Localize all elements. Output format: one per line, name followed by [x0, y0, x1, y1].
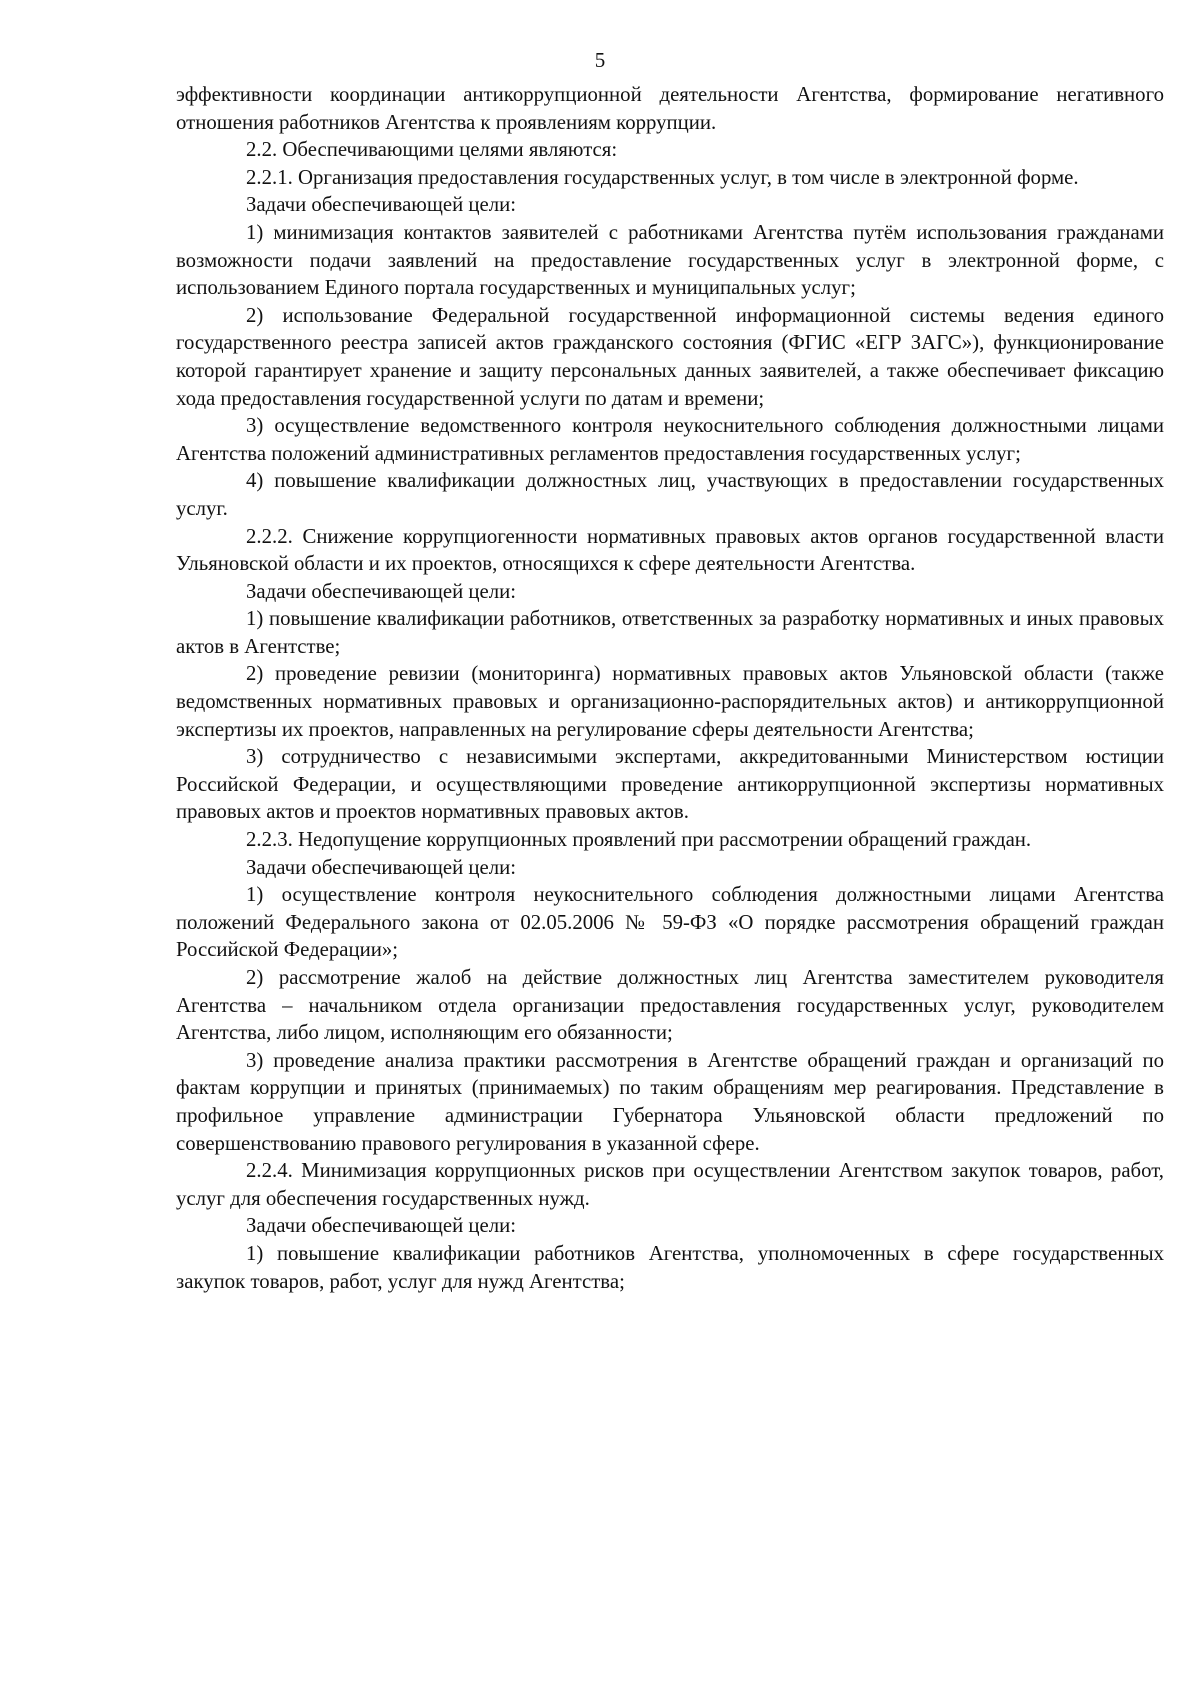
paragraph: 2) рассмотрение жалоб на действие должностных лиц Агентства заместителем руководителя Агентства – начальником отдела организации предоставления государственных услуг, руководителем Агентства, либо лицом, исполняющим его обязанности; [176, 966, 1164, 1045]
paragraph: 2.2. Обеспечивающими целями являются: [246, 138, 618, 162]
paragraph: 2) проведение ревизии (мониторинга) нормативных правовых актов Ульяновской области (также ведомственных нормативных правовых и организационно-распорядительных актов) и антикоррупционной экспертизы их проектов, направленных на регулирование сферы деятельности Агентства; [176, 662, 1164, 741]
document-body [176, 81, 1164, 1295]
page-number: 5 [594, 48, 606, 72]
paragraph: 2.2.1. Организация предоставления государственных услуг, в том числе в электронной форме. [246, 165, 1079, 189]
paragraph: 1) осуществление контроля неукоснительного соблюдения должностными лицами Агентства положений Федерального закона от 02.05.2006 № 59-ФЗ «О порядке рассмотрения обращений граждан Российской Федерации»; [176, 883, 1164, 962]
paragraph: 2.2.2. Снижение коррупциогенности нормативных правовых актов органов государственной власти Ульяновской области и их проектов, относящихся к сфере деятельности Агентства. [176, 524, 1164, 576]
paragraph: Задачи обеспечивающей цели: [246, 1214, 517, 1238]
paragraph: 1) повышение квалификации работников Агентства, уполномоченных в сфере государственных закупок товаров, работ, услуг для нужд Агентства; [176, 1241, 1164, 1293]
paragraph: Задачи обеспечивающей цели: [246, 193, 517, 217]
paragraph: 4) повышение квалификации должностных лиц, участвующих в предоставлении государственных услуг. [176, 469, 1164, 520]
paragraph: 3) проведение анализа практики рассмотрения в Агентстве обращений граждан и организаций по фактам коррупции и принятых (принимаемых) по таким обращениям мер реагирования. Представление в профильное управление администрации Губернатора Ульяновской области предложений по совершенствованию правового регулирования в указанной сфере. [176, 1048, 1164, 1155]
paragraph: 2.2.4. Минимизация коррупционных рисков при осуществлении Агентством закупок товаров, работ, услуг для обеспечения государственных нужд. [176, 1159, 1164, 1210]
paragraph: эффективности координации антикоррупционной деятельности Агентства, формирование негативного отношения работников Агентства к проявлениям коррупции. [176, 83, 1164, 134]
paragraph: 1) повышение квалификации работников, ответственных за разработку нормативных и иных правовых актов в Агентстве; [176, 607, 1164, 658]
paragraph: Задачи обеспечивающей цели: [246, 579, 517, 603]
paragraph: 3) осуществление ведомственного контроля неукоснительного соблюдения должностными лицами Агентства положений административных регламентов предоставления государственных услуг; [176, 414, 1164, 465]
paragraph: 1) минимизация контактов заявителей с работниками Агентства путём использования гражданами возможности подачи заявлений на предоставление государственных услуг в электронной форме, с использованием Единого портала государственных и муниципальных услуг; [176, 220, 1164, 300]
paragraph: Задачи обеспечивающей цели: [246, 855, 517, 879]
paragraph: 2) использование Федеральной государственной информационной системы ведения единого государственного реестра записей актов гражданского состояния (ФГИС «ЕГР ЗАГС»), функционирование которой гарантирует хранение и защиту персональных данных заявителей, а также обеспечивает фиксацию хода предоставления государственной услуги по датам и времени; [176, 303, 1164, 410]
paragraph: 2.2.3. Недопущение коррупционных проявлений при рассмотрении обращений граждан. [246, 828, 1032, 852]
paragraph: 3) сотрудничество с независимыми экспертами, аккредитованными Министерством юстиции Российской Федерации, и осуществляющими проведение антикоррупционной экспертизы нормативных правовых актов и проектов нормативных правовых актов. [176, 745, 1164, 824]
